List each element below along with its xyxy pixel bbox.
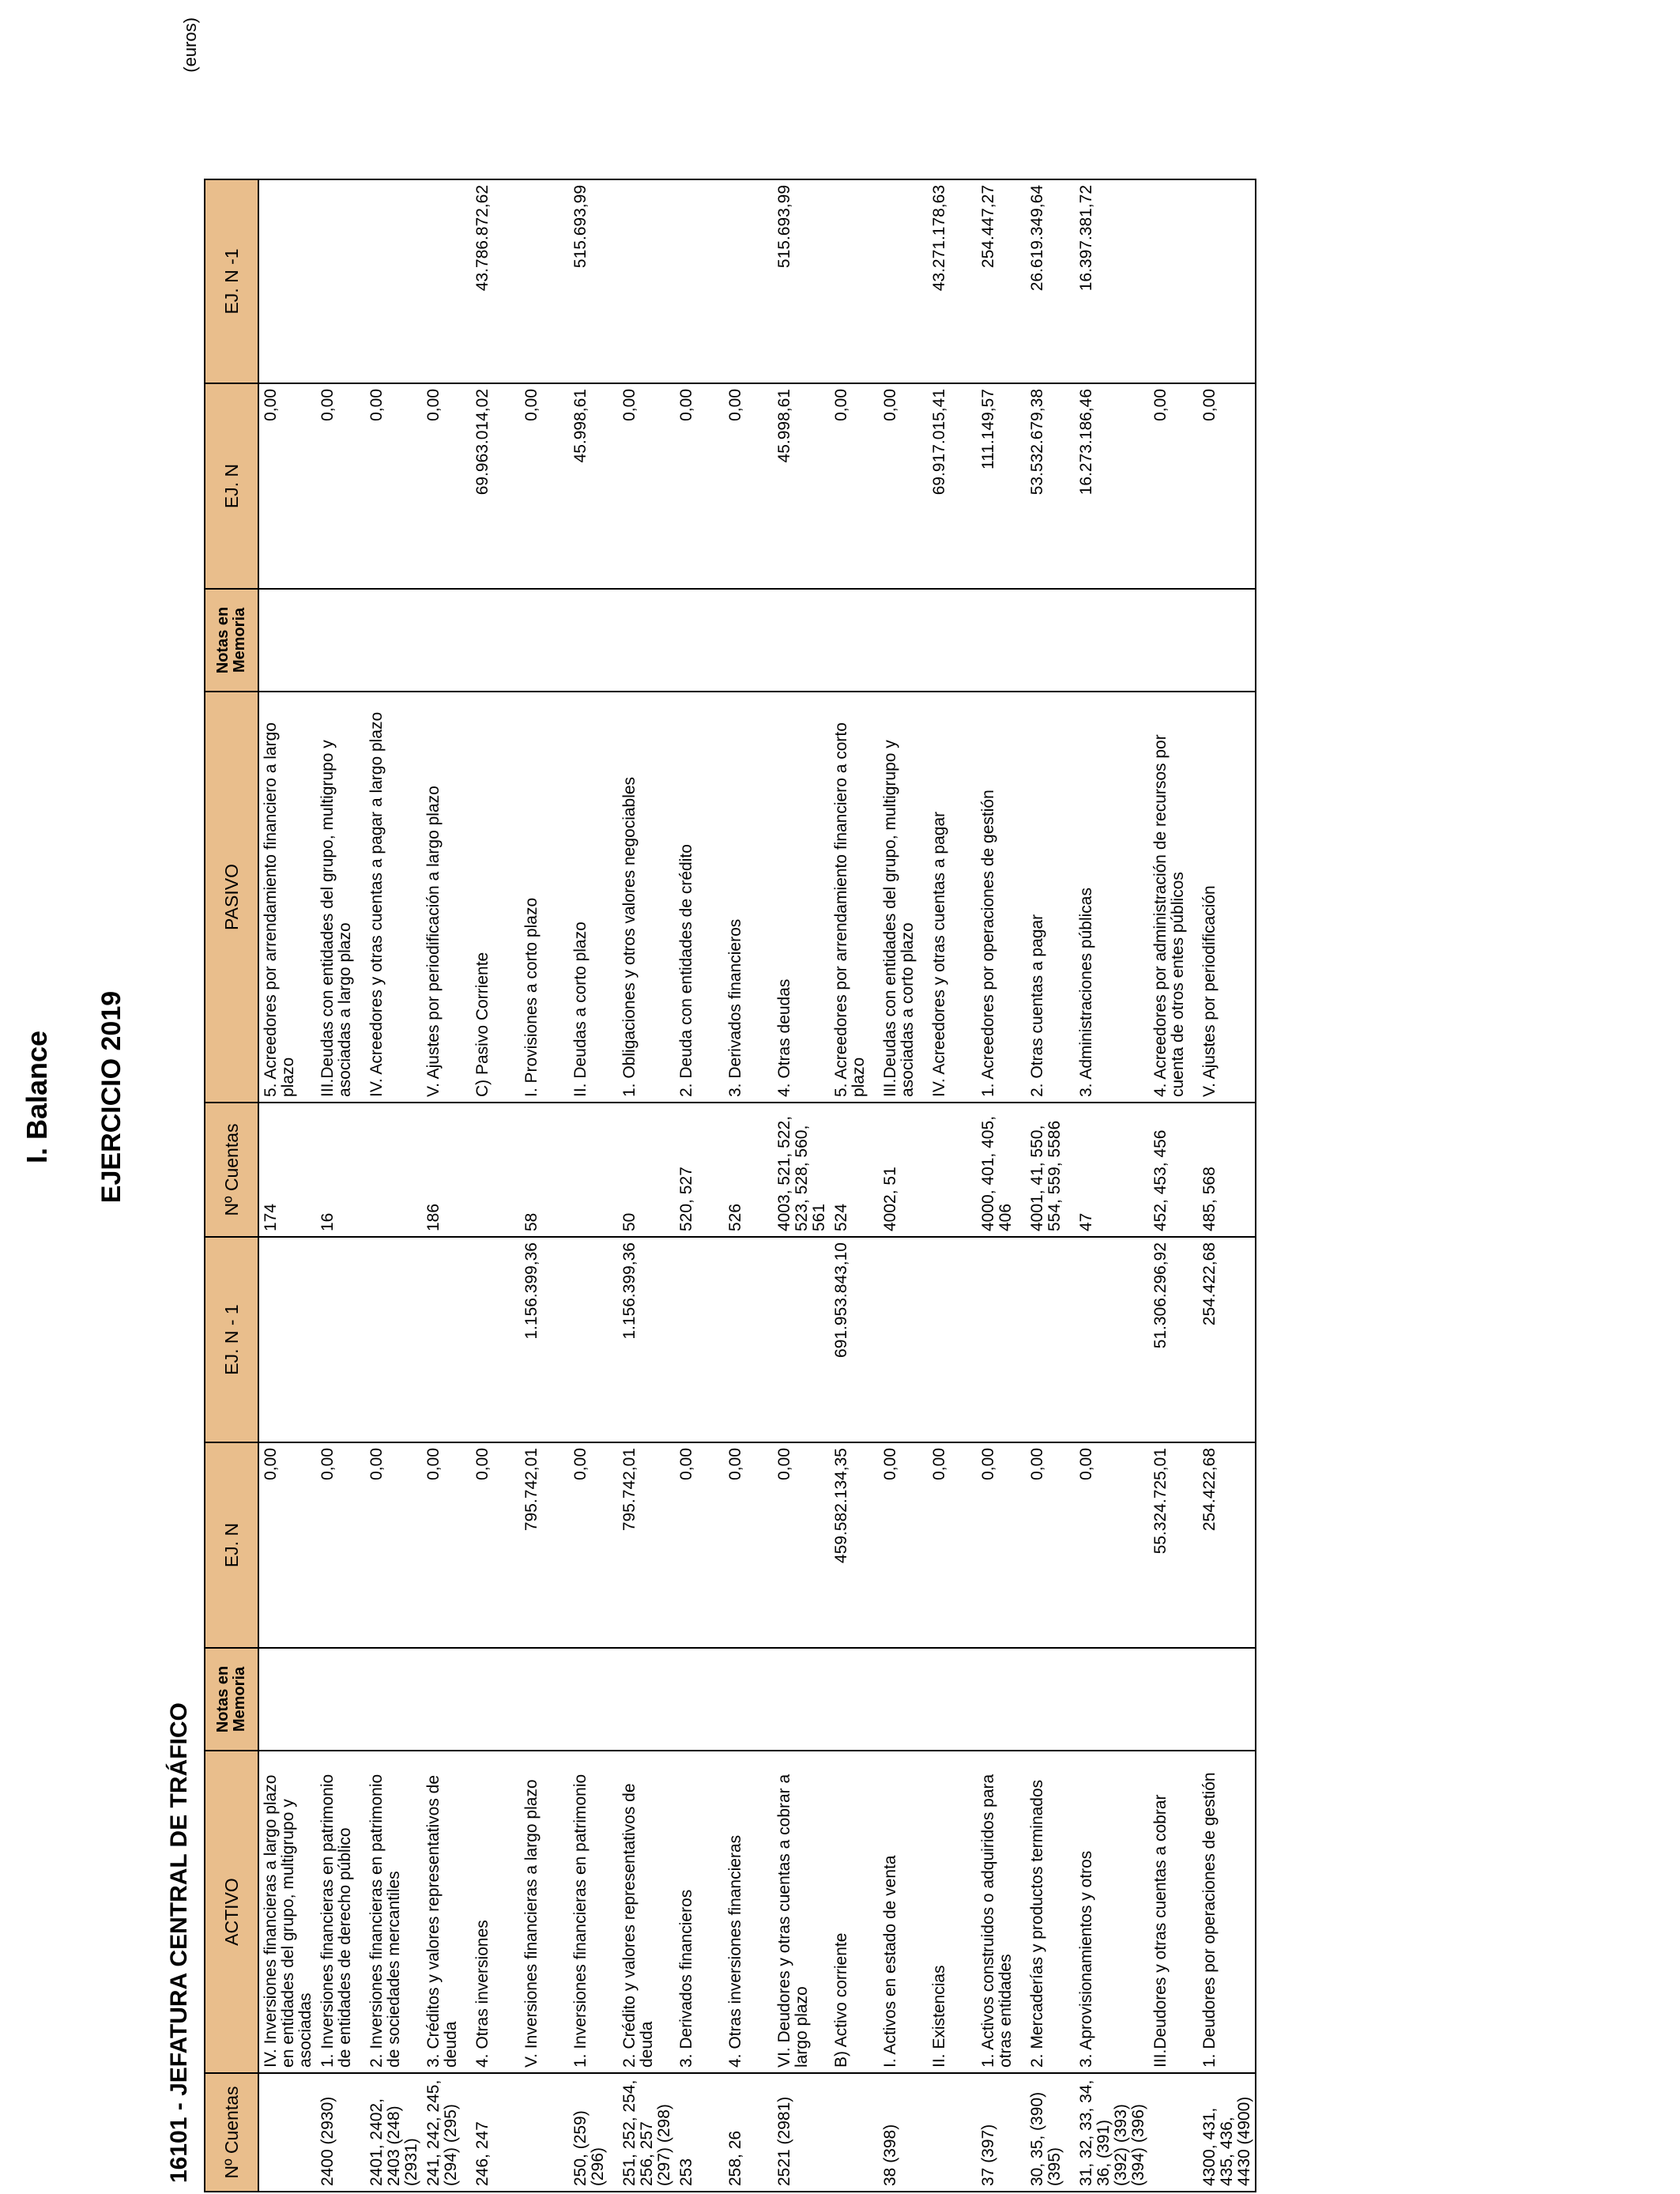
pasivo-notas-cell <box>675 589 724 692</box>
col-header-pasivo-ej-n: EJ. N <box>205 383 258 589</box>
pasivo-ej-n1-cell <box>675 179 724 383</box>
table-row <box>675 179 724 2192</box>
pasivo-cuentas-cell: 47 <box>1075 1103 1149 1237</box>
table-row <box>422 179 471 2192</box>
activo-ej-n1-cell <box>316 1237 365 1442</box>
table-row <box>316 179 365 2192</box>
activo-ej-n-cell: 0,00 <box>365 1442 422 1648</box>
pasivo-ej-n-cell: 0,00 <box>520 383 569 589</box>
activo-notas-cell <box>879 1648 928 1751</box>
balance-table <box>204 179 1256 2192</box>
pasivo-concepto-cell: III.Deudas con entidades del grupo, multigrupo y asociadas a corto plazo <box>879 692 928 1103</box>
pasivo-ej-n-cell: 16.273.186,46 <box>1075 383 1149 589</box>
activo-cuentas-cell: 241, 242, 245, (294) (295) <box>422 2073 471 2192</box>
table-row <box>1026 179 1075 2192</box>
col-header-activo-ej-n: EJ. N <box>205 1442 258 1648</box>
activo-notas-cell <box>258 1648 316 1751</box>
pasivo-ej-n1-cell <box>422 179 471 383</box>
activo-ej-n-cell: 0,00 <box>928 1442 977 1648</box>
activo-ej-n1-cell <box>1026 1237 1075 1442</box>
activo-concepto-cell: 3. Derivados financieros <box>675 1751 724 2073</box>
table-row <box>258 179 316 2192</box>
activo-ej-n-cell: 795.742,01 <box>618 1442 675 1648</box>
units-label: (euros) <box>180 17 200 73</box>
table-row <box>1198 179 1256 2192</box>
activo-ej-n1-cell: 254.422,68 <box>1198 1237 1256 1442</box>
table-row <box>618 179 675 2192</box>
activo-ej-n1-cell <box>1075 1237 1149 1442</box>
pasivo-ej-n-cell: 0,00 <box>258 383 316 589</box>
table-row <box>928 179 977 2192</box>
pasivo-ej-n-cell: 0,00 <box>675 383 724 589</box>
table-row <box>773 179 830 2192</box>
table-row <box>830 179 879 2192</box>
activo-ej-n-cell: 0,00 <box>879 1442 928 1648</box>
activo-cuentas-cell: 2401, 2402, 2403 (248) (2931) <box>365 2073 422 2192</box>
activo-cuentas-cell <box>830 2073 879 2192</box>
activo-concepto-cell: III.Deudores y otras cuentas a cobrar <box>1149 1751 1198 2073</box>
activo-concepto-cell: 2. Inversiones financieras en patrimonio de sociedades mercantiles <box>365 1751 422 2073</box>
pasivo-concepto-cell: V. Ajustes por periodificación a largo plazo <box>422 692 471 1103</box>
pasivo-ej-n-cell: 0,00 <box>316 383 365 589</box>
pasivo-cuentas-cell: 186 <box>422 1103 471 1237</box>
pasivo-cuentas-cell: 4003, 521, 522, 523, 528, 560, 561 <box>773 1103 830 1237</box>
table-row <box>569 179 618 2192</box>
activo-cuentas-cell: 251, 252, 254, 256, 257 (297) (298) <box>618 2073 675 2192</box>
activo-ej-n-cell: 0,00 <box>675 1442 724 1648</box>
pasivo-concepto-cell: 4. Otras deudas <box>773 692 830 1103</box>
pasivo-concepto-cell: 4. Acreedores por administración de recursos por cuenta de otros entes públicos <box>1149 692 1198 1103</box>
entity-title: 16101 - JEFATURA CENTRAL DE TRÁFICO <box>166 1702 192 2183</box>
activo-concepto-cell: 3. Créditos y valores representativos de deuda <box>422 1751 471 2073</box>
activo-notas-cell <box>928 1648 977 1751</box>
activo-ej-n1-cell: 1.156.399,36 <box>618 1237 675 1442</box>
pasivo-cuentas-cell: 58 <box>520 1103 569 1237</box>
pasivo-notas-cell <box>773 589 830 692</box>
activo-ej-n1-cell <box>977 1237 1026 1442</box>
activo-cuentas-cell <box>1149 2073 1198 2192</box>
activo-ej-n1-cell <box>773 1237 830 1442</box>
activo-notas-cell <box>977 1648 1026 1751</box>
pasivo-concepto-cell: 1. Acreedores por operaciones de gestión <box>977 692 1026 1103</box>
pasivo-ej-n1-cell: 26.619.349,64 <box>1026 179 1075 383</box>
pasivo-notas-cell <box>1149 589 1198 692</box>
activo-ej-n-cell: 795.742,01 <box>520 1442 569 1648</box>
pasivo-ej-n-cell: 0,00 <box>1149 383 1198 589</box>
pasivo-notas-cell <box>879 589 928 692</box>
pasivo-notas-cell <box>1198 589 1256 692</box>
activo-notas-cell <box>1149 1648 1198 1751</box>
pasivo-cuentas-cell: 50 <box>618 1103 675 1237</box>
pasivo-ej-n-cell: 0,00 <box>618 383 675 589</box>
col-header-activo: ACTIVO <box>205 1751 258 2073</box>
pasivo-ej-n1-cell <box>724 179 773 383</box>
activo-ej-n-cell: 0,00 <box>316 1442 365 1648</box>
table-body <box>258 179 1256 2192</box>
pasivo-notas-cell <box>830 589 879 692</box>
pasivo-ej-n1-cell: 16.397.381,72 <box>1075 179 1149 383</box>
page-title: I. Balance <box>21 1030 53 1164</box>
activo-cuentas-cell: 250, (259) (296) <box>569 2073 618 2192</box>
activo-ej-n-cell: 55.324.725,01 <box>1149 1442 1198 1648</box>
pasivo-concepto-cell: 5. Acreedores por arrendamiento financiero a corto plazo <box>830 692 879 1103</box>
pasivo-cuentas-cell: 174 <box>258 1103 316 1237</box>
activo-ej-n1-cell <box>422 1237 471 1442</box>
pasivo-ej-n1-cell <box>520 179 569 383</box>
activo-ej-n-cell: 0,00 <box>471 1442 520 1648</box>
pasivo-ej-n1-cell <box>1198 179 1256 383</box>
activo-concepto-cell: 4. Otras inversiones <box>471 1751 520 2073</box>
activo-ej-n-cell: 0,00 <box>1026 1442 1075 1648</box>
activo-ej-n-cell: 254.422,68 <box>1198 1442 1256 1648</box>
pasivo-cuentas-cell: 16 <box>316 1103 365 1237</box>
pasivo-cuentas-cell: 4000, 401, 405, 406 <box>977 1103 1026 1237</box>
pasivo-ej-n-cell: 0,00 <box>830 383 879 589</box>
table-row <box>977 179 1026 2192</box>
pasivo-cuentas-cell <box>569 1103 618 1237</box>
pasivo-notas-cell <box>520 589 569 692</box>
activo-ej-n-cell: 0,00 <box>1075 1442 1149 1648</box>
activo-concepto-cell: 4. Otras inversiones financieras <box>724 1751 773 2073</box>
activo-ej-n-cell: 0,00 <box>422 1442 471 1648</box>
pasivo-cuentas-cell: 485, 568 <box>1198 1103 1256 1237</box>
activo-notas-cell <box>520 1648 569 1751</box>
activo-ej-n1-cell <box>724 1237 773 1442</box>
pasivo-ej-n-cell: 45.998,61 <box>569 383 618 589</box>
activo-concepto-cell: 1. Deudores por operaciones de gestión <box>1198 1751 1256 2073</box>
table-row <box>365 179 422 2192</box>
pasivo-notas-cell <box>977 589 1026 692</box>
activo-cuentas-cell: 246, 247 <box>471 2073 520 2192</box>
activo-notas-cell <box>316 1648 365 1751</box>
activo-concepto-cell: 1. Inversiones financieras en patrimonio de entidades de derecho público <box>316 1751 365 2073</box>
col-header-pasivo-cuentas: Nº Cuentas <box>205 1103 258 1237</box>
pasivo-concepto-cell: IV. Acreedores y otras cuentas a pagar <box>928 692 977 1103</box>
activo-concepto-cell: 2. Mercaderías y productos terminados <box>1026 1751 1075 2073</box>
pasivo-ej-n1-cell: 43.271.178,63 <box>928 179 977 383</box>
pasivo-concepto-cell: C) Pasivo Corriente <box>471 692 520 1103</box>
activo-notas-cell <box>724 1648 773 1751</box>
table-row <box>1075 179 1149 2192</box>
activo-notas-cell <box>675 1648 724 1751</box>
pasivo-cuentas-cell: 452, 453, 456 <box>1149 1103 1198 1237</box>
pasivo-ej-n1-cell <box>316 179 365 383</box>
table-row <box>1149 179 1198 2192</box>
activo-ej-n1-cell <box>928 1237 977 1442</box>
col-header-activo-cuentas: Nº Cuentas <box>205 2073 258 2192</box>
pasivo-concepto-cell: 5. Acreedores por arrendamiento financiero a largo plazo <box>258 692 316 1103</box>
activo-cuentas-cell: 38 (398) <box>879 2073 928 2192</box>
activo-concepto-cell: VI. Deudores y otras cuentas a cobrar a largo plazo <box>773 1751 830 2073</box>
pasivo-cuentas-cell: 4001, 41, 550, 554, 559, 5586 <box>1026 1103 1075 1237</box>
pasivo-cuentas-cell: 4002, 51 <box>879 1103 928 1237</box>
pasivo-ej-n1-cell: 515.693,99 <box>773 179 830 383</box>
pasivo-cuentas-cell: 520, 527 <box>675 1103 724 1237</box>
activo-cuentas-cell: 4300, 431, 435, 436, 4430 (4900) <box>1198 2073 1256 2192</box>
pasivo-concepto-cell: V. Ajustes por periodificación <box>1198 692 1256 1103</box>
activo-concepto-cell: 2. Crédito y valores representativos de deuda <box>618 1751 675 2073</box>
activo-notas-cell <box>618 1648 675 1751</box>
activo-notas-cell <box>773 1648 830 1751</box>
activo-cuentas-cell: 253 <box>675 2073 724 2192</box>
pasivo-notas-cell <box>724 589 773 692</box>
pasivo-ej-n1-cell: 254.447,27 <box>977 179 1026 383</box>
activo-ej-n-cell: 0,00 <box>569 1442 618 1648</box>
col-header-activo-ej-n1: EJ. N - 1 <box>205 1237 258 1442</box>
activo-ej-n1-cell <box>365 1237 422 1442</box>
activo-ej-n1-cell: 1.156.399,36 <box>520 1237 569 1442</box>
activo-ej-n1-cell <box>675 1237 724 1442</box>
table-header-row <box>205 179 258 2192</box>
col-header-pasivo-notas: Notas en Memoria <box>205 589 258 692</box>
pasivo-ej-n1-cell: 43.786.872,62 <box>471 179 520 383</box>
pasivo-ej-n-cell: 45.998,61 <box>773 383 830 589</box>
pasivo-cuentas-cell <box>471 1103 520 1237</box>
pasivo-notas-cell <box>569 589 618 692</box>
activo-ej-n-cell: 0,00 <box>977 1442 1026 1648</box>
pasivo-notas-cell <box>365 589 422 692</box>
table-row <box>471 179 520 2192</box>
table-row <box>724 179 773 2192</box>
pasivo-concepto-cell: IV. Acreedores y otras cuentas a pagar a largo plazo <box>365 692 422 1103</box>
activo-concepto-cell: IV. Inversiones financieras a largo plazo en entidades del grupo, multigrupo y asociadas <box>258 1751 316 2073</box>
activo-notas-cell <box>830 1648 879 1751</box>
pasivo-concepto-cell: I. Provisiones a corto plazo <box>520 692 569 1103</box>
pasivo-notas-cell <box>258 589 316 692</box>
activo-cuentas-cell <box>258 2073 316 2192</box>
activo-notas-cell <box>1075 1648 1149 1751</box>
pasivo-cuentas-cell: 526 <box>724 1103 773 1237</box>
activo-notas-cell <box>422 1648 471 1751</box>
pasivo-ej-n-cell: 53.532.679,38 <box>1026 383 1075 589</box>
activo-cuentas-cell: 37 (397) <box>977 2073 1026 2192</box>
activo-ej-n-cell: 0,00 <box>724 1442 773 1648</box>
pasivo-ej-n-cell: 0,00 <box>365 383 422 589</box>
pasivo-concepto-cell: 2. Deuda con entidades de crédito <box>675 692 724 1103</box>
activo-concepto-cell: 1. Activos construidos o adquiridos para otras entidades <box>977 1751 1026 2073</box>
activo-concepto-cell: V. Inversiones financieras a largo plazo <box>520 1751 569 2073</box>
pasivo-ej-n1-cell <box>618 179 675 383</box>
pasivo-notas-cell <box>1026 589 1075 692</box>
activo-cuentas-cell: 2521 (2981) <box>773 2073 830 2192</box>
pasivo-cuentas-cell <box>928 1103 977 1237</box>
activo-notas-cell <box>1198 1648 1256 1751</box>
activo-cuentas-cell: 2400 (2930) <box>316 2073 365 2192</box>
activo-concepto-cell: II. Existencias <box>928 1751 977 2073</box>
activo-cuentas-cell: 31, 32, 33, 34, 36, (391) (392) (393) (394) (396) <box>1075 2073 1149 2192</box>
pasivo-ej-n-cell: 0,00 <box>724 383 773 589</box>
pasivo-cuentas-cell: 524 <box>830 1103 879 1237</box>
pasivo-cuentas-cell <box>365 1103 422 1237</box>
activo-cuentas-cell: 30, 35, (390) (395) <box>1026 2073 1075 2192</box>
pasivo-notas-cell <box>471 589 520 692</box>
activo-ej-n1-cell <box>471 1237 520 1442</box>
activo-notas-cell <box>365 1648 422 1751</box>
pasivo-ej-n1-cell <box>258 179 316 383</box>
pasivo-ej-n-cell: 69.917.015,41 <box>928 383 977 589</box>
table-row <box>520 179 569 2192</box>
activo-ej-n1-cell <box>258 1237 316 1442</box>
activo-notas-cell <box>569 1648 618 1751</box>
pasivo-concepto-cell: 1. Obligaciones y otros valores negociables <box>618 692 675 1103</box>
activo-cuentas-cell <box>520 2073 569 2192</box>
activo-ej-n1-cell: 51.306.296,92 <box>1149 1237 1198 1442</box>
pasivo-ej-n-cell: 69.963.014,02 <box>471 383 520 589</box>
activo-ej-n-cell: 0,00 <box>258 1442 316 1648</box>
activo-notas-cell <box>471 1648 520 1751</box>
activo-concepto-cell: 3. Aprovisionamientos y otros <box>1075 1751 1149 2073</box>
pasivo-ej-n1-cell <box>1149 179 1198 383</box>
activo-concepto-cell: I. Activos en estado de venta <box>879 1751 928 2073</box>
table-row <box>879 179 928 2192</box>
pasivo-ej-n1-cell <box>879 179 928 383</box>
pasivo-ej-n-cell: 0,00 <box>422 383 471 589</box>
col-header-activo-notas: Notas en Memoria <box>205 1648 258 1751</box>
pasivo-ej-n1-cell <box>365 179 422 383</box>
activo-ej-n1-cell <box>879 1237 928 1442</box>
pasivo-notas-cell <box>618 589 675 692</box>
pasivo-concepto-cell: 3. Derivados financieros <box>724 692 773 1103</box>
pasivo-notas-cell <box>422 589 471 692</box>
pasivo-ej-n1-cell: 515.693,99 <box>569 179 618 383</box>
pasivo-concepto-cell: III.Deudas con entidades del grupo, multigrupo y asociadas a largo plazo <box>316 692 365 1103</box>
pasivo-notas-cell <box>1075 589 1149 692</box>
pasivo-concepto-cell: 2. Otras cuentas a pagar <box>1026 692 1075 1103</box>
activo-cuentas-cell <box>928 2073 977 2192</box>
pasivo-notas-cell <box>928 589 977 692</box>
activo-ej-n1-cell <box>569 1237 618 1442</box>
exercise-title: EJERCICIO 2019 <box>96 990 126 1204</box>
pasivo-ej-n1-cell <box>830 179 879 383</box>
pasivo-ej-n-cell: 0,00 <box>1198 383 1256 589</box>
col-header-pasivo: PASIVO <box>205 692 258 1103</box>
activo-ej-n-cell: 0,00 <box>773 1442 830 1648</box>
activo-concepto-cell: B) Activo corriente <box>830 1751 879 2073</box>
activo-ej-n1-cell: 691.953.843,10 <box>830 1237 879 1442</box>
pasivo-ej-n-cell: 0,00 <box>879 383 928 589</box>
col-header-pasivo-ej-n1: EJ. N -1 <box>205 179 258 383</box>
activo-concepto-cell: 1. Inversiones financieras en patrimonio <box>569 1751 618 2073</box>
pasivo-notas-cell <box>316 589 365 692</box>
pasivo-ej-n-cell: 111.149,57 <box>977 383 1026 589</box>
activo-ej-n-cell: 459.582.134,35 <box>830 1442 879 1648</box>
activo-notas-cell <box>1026 1648 1075 1751</box>
activo-cuentas-cell: 258, 26 <box>724 2073 773 2192</box>
pasivo-concepto-cell: II. Deudas a corto plazo <box>569 692 618 1103</box>
pasivo-concepto-cell: 3. Administraciones públicas <box>1075 692 1149 1103</box>
